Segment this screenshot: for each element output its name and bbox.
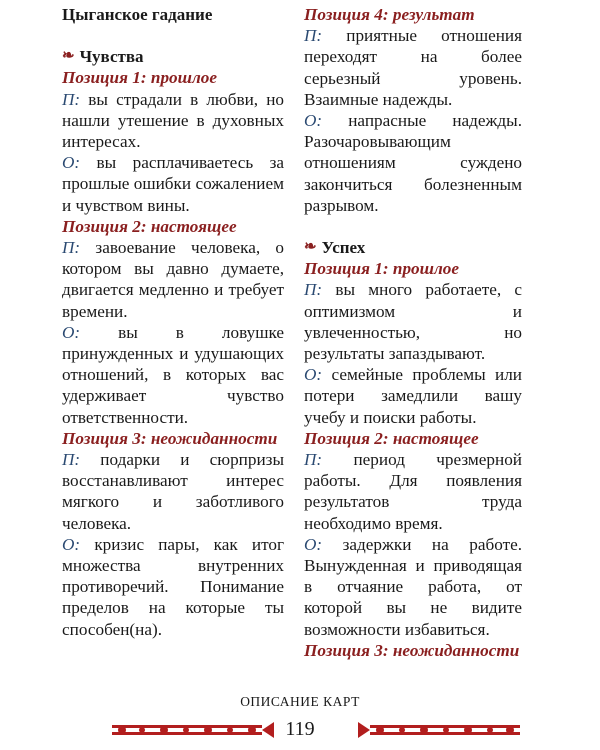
paragraph-text: приятные отношения переходят на более серьезный уровень. Взаимные надежды. <box>304 26 522 109</box>
paragraph-text: напрасные надежды. Разочаровывающим отношениям суждено закончиться болезненным разрывом. <box>304 111 522 215</box>
label-prefix: П: <box>62 238 81 258</box>
page-header: Цыганское гадание <box>62 5 213 24</box>
label-prefix: О: <box>304 111 323 131</box>
label-prefix: П: <box>62 450 81 470</box>
left-column <box>62 4 284 640</box>
paragraph-text: вы много работаете, с оптимизмом и увлеченностью, но результаты запаздывают. <box>304 280 522 364</box>
label-prefix: О: <box>62 534 81 554</box>
paragraph-text: кризис пары, как итог множества внутренних противоречий. Понимание пределов на которые ты способен(на). <box>62 534 285 639</box>
section-heading-feelings <box>62 46 284 67</box>
spacer <box>304 216 522 237</box>
position-heading: Позиция 1: прошлое <box>62 68 217 88</box>
paragraph-reversed <box>62 534 284 640</box>
position-heading: Позиция 1: прошлое <box>304 259 459 279</box>
paragraph-text: период чрезмерной работы. Для появления результатов труда необходимо время. <box>304 450 522 533</box>
position-heading: Позиция 3: неожиданности <box>304 640 520 660</box>
paragraph-direct <box>62 89 284 153</box>
paragraph-reversed <box>62 152 284 216</box>
paragraph-reversed <box>304 110 522 216</box>
position-heading: Позиция 4: результат <box>304 5 475 24</box>
paragraph-direct <box>304 449 522 534</box>
label-prefix: О: <box>62 322 81 342</box>
paragraph-text: подарки и сюрпризы восстанавливают интерес мягкого и заботливого человека. <box>62 450 284 533</box>
position-heading: Позиция 2: настоящее <box>62 216 237 236</box>
paragraph-reversed <box>62 322 284 428</box>
paragraph-text: завоевание человека, о котором вы давно думаете, двигается медленно и требует времени. <box>62 238 285 321</box>
section-heading-success <box>304 237 522 258</box>
page-number <box>0 718 600 741</box>
section-title: Чувства <box>79 47 144 67</box>
paragraph-direct <box>304 25 522 110</box>
label-prefix: П: <box>304 450 323 470</box>
fleuron-icon: ❧ <box>62 48 75 65</box>
paragraph-reversed <box>304 364 522 428</box>
paragraph-text: вы расплачиваетесь за прошлые ошибки сожалением и чувством вины. <box>62 153 285 215</box>
label-prefix: О: <box>304 534 323 554</box>
section-title: Успех <box>321 238 366 258</box>
fleuron-icon: ❧ <box>304 239 317 256</box>
label-prefix: О: <box>304 365 323 385</box>
paragraph-text: вы страдали в любви, но нашли утешение в духовных интересах. <box>62 89 285 152</box>
paragraph-direct <box>304 279 522 364</box>
paragraph-reversed <box>304 534 522 640</box>
paragraph-direct <box>62 237 284 322</box>
paragraph-text: вы в ловушке принужденных и удушающих отношений, в которых вас удерживает чувство ответственности. <box>62 322 284 427</box>
label-prefix: П: <box>62 89 81 109</box>
position-heading: Позиция 3: неожиданности <box>62 428 278 448</box>
paragraph-text: семейные проблемы или потери замедлили вашу учебу и поиски работы. <box>304 365 523 427</box>
label-prefix: О: <box>62 153 81 173</box>
paragraph-text: задержки на работе. Вынужденная и приводящая в отчаяние работа, от которой вы не видите возможности избавиться. <box>304 534 522 639</box>
running-footer-title: ОПИСАНИЕ КАРТ <box>240 694 360 709</box>
page-number-text: 119 <box>277 718 322 740</box>
position-heading: Позиция 2: настоящее <box>304 428 479 448</box>
label-prefix: П: <box>304 280 323 300</box>
right-column <box>304 4 522 661</box>
paragraph-direct <box>62 449 284 534</box>
label-prefix: П: <box>304 26 323 46</box>
